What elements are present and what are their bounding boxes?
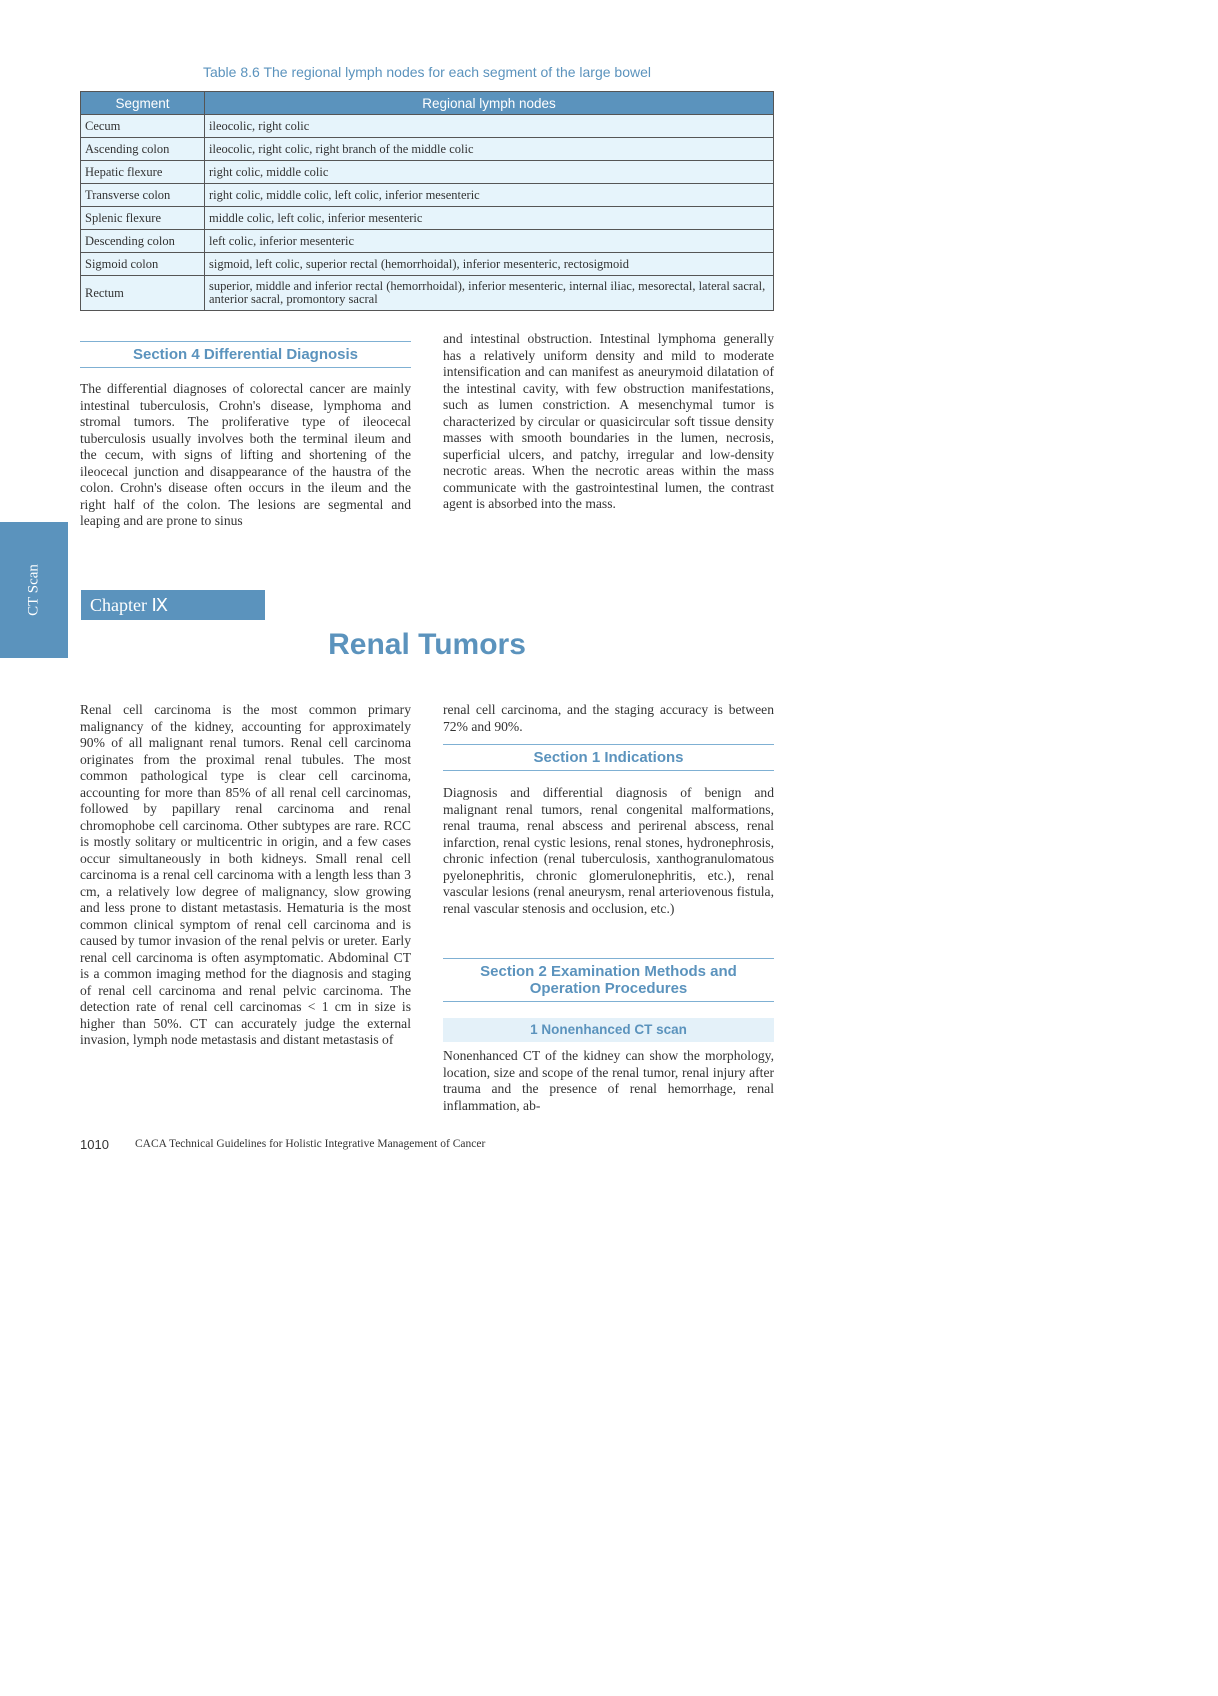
table-row [81,184,774,207]
intro-text-continued: renal cell carcinoma, and the staging accuracy is between 72% and 90%. [443,702,774,734]
lymph-nodes-cell: left colic, inferior mesenteric [205,230,774,253]
table-row [81,230,774,253]
lymph-nodes-cell: ileocolic, right colic, right branch of the middle colic [205,138,774,161]
lymph-nodes-cell: middle colic, left colic, inferior mesenteric [205,207,774,230]
lymph-node-table [80,91,774,311]
table-row [81,207,774,230]
lymph-nodes-cell: right colic, middle colic [205,161,774,184]
section2-heading-line1: Section 2 Examination Methods and [480,963,737,980]
lymph-nodes-cell: right colic, middle colic, left colic, inferior mesenteric [205,184,774,207]
page-number: 1010 [80,1137,109,1152]
segment-cell: Transverse colon [81,184,205,207]
section2-heading-line2: Operation Procedures [529,980,688,997]
table-row [81,161,774,184]
section2-heading [443,958,774,1002]
chapter-title: Renal Tumors [328,628,526,661]
table-row [81,276,774,311]
column-header-segment: Segment [81,92,205,115]
segment-cell: Descending colon [81,230,205,253]
segment-cell: Splenic flexure [81,207,205,230]
chapter-label: Chapter Ⅸ [81,590,265,620]
table-row [81,138,774,161]
section1-text: Diagnosis and differential diagnosis of benign and malignant renal tumors, renal congenital malformations, renal trauma, renal abscess and perirenal abscess, renal infarction, renal cystic lesions, renal stones, hydronephrosis, chronic infection (renal tuberculosis, xanthogranulomatous pyelonephritis, chronic glomerulonephritis, etc.), renal vascular lesions (renal aneurysm, renal arteriovenous fistula, renal vascular stenosis and occlusion, etc.) [443,785,774,916]
side-tab-label: CT Scan [25,564,42,616]
section4-heading: Section 4 Differential Diagnosis [80,341,411,368]
section4-text-continued: and intestinal obstruction. Intestinal lymphoma generally has a relatively uniform density and mild to moderate intensification and can manifest as aneurymoid dilatation of the intestinal cavity, with few obstruction manifestations, such as lumen constriction. A mesenchymal tumor is characterized by circular or quasicircular soft tissue density masses with smooth boundaries in the lumen, necrosis, superficial ulcers, and patchy, irregular and low-density necrotic areas. When the necrotic areas within the mass communicate with the gastrointestinal lumen, the contrast agent is absorbed into the mass. [443,331,774,511]
section1-heading: Section 1 Indications [443,744,774,771]
table-row [81,253,774,276]
lymph-nodes-cell: sigmoid, left colic, superior rectal (hemorrhoidal), inferior mesenteric, rectosigmoid [205,253,774,276]
segment-cell: Ascending colon [81,138,205,161]
table-header-row [81,92,774,115]
lymph-nodes-cell: ileocolic, right colic [205,115,774,138]
table-caption: Table 8.6 The regional lymph nodes for each segment of the large bowel [202,64,652,80]
table-row [81,115,774,138]
segment-cell: Sigmoid colon [81,253,205,276]
section2-text: Nonenhanced CT of the kidney can show the morphology, location, size and scope of the renal tumor, renal injury after trauma and the presence of renal hemorrhage, renal inflammation, ab- [443,1048,774,1113]
lymph-nodes-cell: superior, middle and inferior rectal (hemorrhoidal), inferior mesenteric, internal iliac, mesorectal, lateral sacral, anterior sacral, promontory sacral [205,276,774,311]
footer-text: CACA Technical Guidelines for Holistic Integrative Management of Cancer [135,1138,486,1150]
section4-text: The differential diagnoses of colorectal cancer are mainly intestinal tuberculosis, Crohn's disease, lymphoma and stromal tumors. The proliferative type of ileocecal tuberculosis usually involves both the terminal ileum and the cecum, with signs of lifting and shortening of the ileocecal junction and disappearance of the haustra of the colon. Crohn's disease often occurs in the ileum and the right half of the colon. The lesions are segmental and leaping and are prone to sinus [80,381,411,528]
side-tab [0,522,68,658]
segment-cell: Rectum [81,276,205,311]
section2-subheading: 1 Nonenhanced CT scan [443,1018,774,1042]
segment-cell: Cecum [81,115,205,138]
column-header-lymph-nodes: Regional lymph nodes [205,92,774,115]
segment-cell: Hepatic flexure [81,161,205,184]
intro-text: Renal cell carcinoma is the most common primary malignancy of the kidney, accounting for approximately 90% of all malignant renal tumors. Renal cell carcinoma originates from the proximal renal tubules. The most common pathological type is clear cell carcinoma, accounting for more than 85% of all renal cell carcinomas, followed by papillary renal carcinoma and renal chromophobe cell carcinoma. Other subtypes are rare. RCC is mostly solitary or multicentric in origin, and a few cases occur simultaneously in both kidneys. Small renal cell carcinoma is a renal cell carcinoma with a length less than 3 cm, a relatively low degree of malignancy, slow growing and less prone to distant metastasis. Hematuria is the most common clinical symptom of renal cell carcinoma and is caused by tumor invasion of the renal pelvis or ureter. Early renal cell carcinoma is often asymptomatic. Abdominal CT is a common imaging method for the diagnosis and staging of renal cell carcinoma and renal pelvic carcinoma. The detection rate of renal cell carcinomas < 1 cm in size is higher than 50%. CT can accurately judge the external invasion, lymph node metastasis and distant metastasis of [80,702,411,1047]
